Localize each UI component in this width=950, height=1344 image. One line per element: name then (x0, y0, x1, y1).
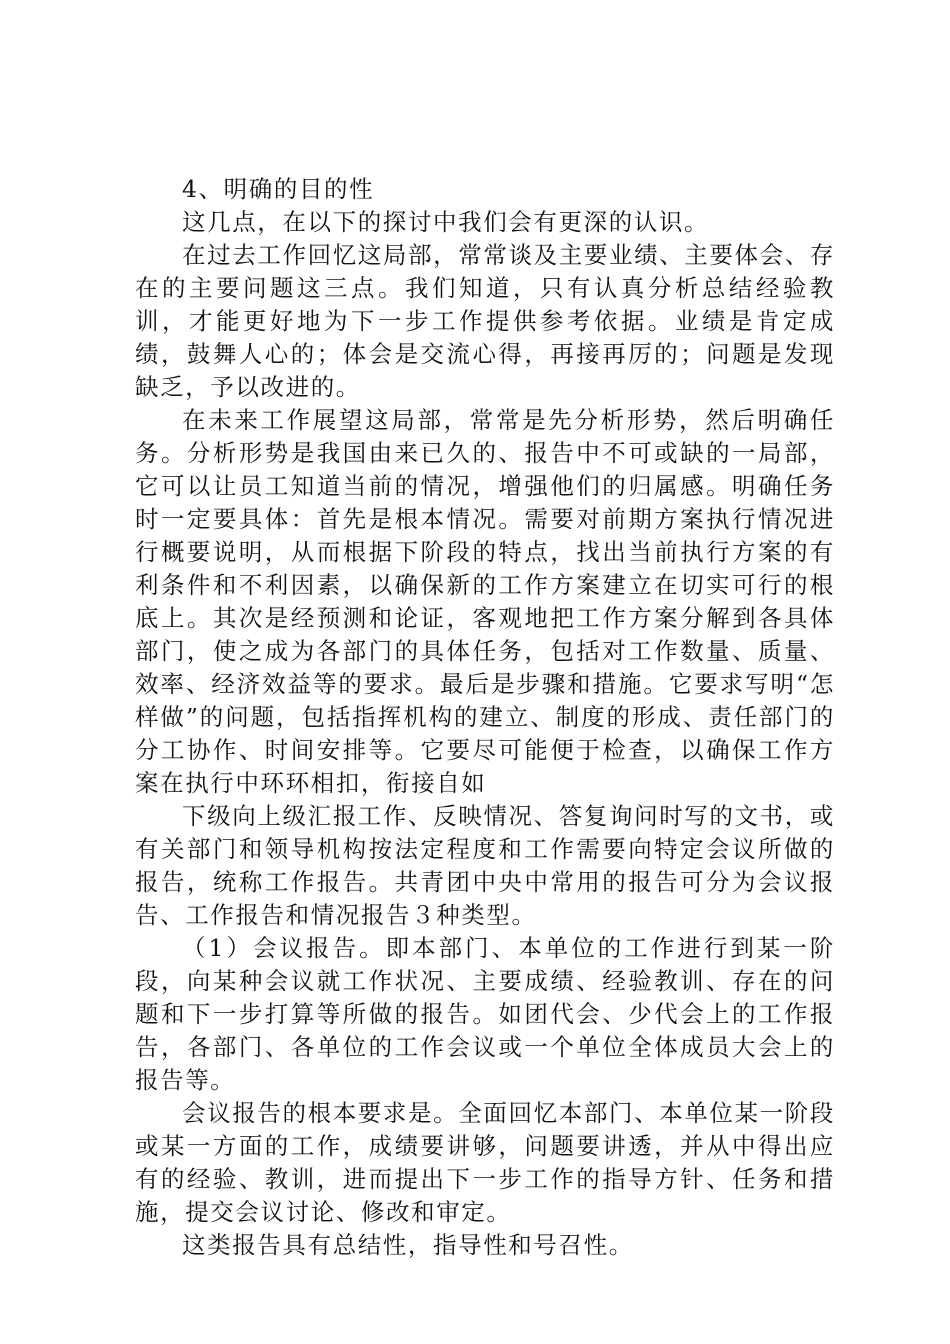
paragraph-past-review: 在过去工作回忆这局部，常常谈及主要业绩、主要体会、存在的主要问题这三点。我们知道，只有认真分析总结经验教训，才能更好地为下一步工作提供参考依据。业绩是肯定成绩，鼓舞人心的；体会是交流心得，再接再厉的；问题是发现缺乏，予以改进的。 (135, 241, 835, 401)
paragraph-meeting-report: （1）会议报告。即本部门、本单位的工作进行到某一阶段，向某种会议就工作状况、主要成绩、经验教训、存在的问题和下一步打算等所做的报告。如团代会、少代会上的工作报告，各部门、各单位的工作会议或一个单位全体成员大会上的报告等。 (135, 934, 835, 1094)
paragraph-report-definition: 下级向上级汇报工作、反映情况、答复询问时写的文书，或有关部门和领导机构按法定程度和工作需要向特定会议所做的报告，统称工作报告。共青团中央中常用的报告可分为会议报告、工作报告和情况报告３种类型。 (135, 802, 835, 929)
paragraph-purpose-heading: 4、明确的目的性 (182, 175, 375, 203)
paragraph-report-characteristics: 这类报告具有总结性，指导性和号召性。 (182, 1231, 634, 1259)
document-body (135, 173, 835, 1262)
paragraph-intro: 这几点，在以下的探讨中我们会有更深的认识。 (182, 208, 710, 236)
paragraph-future-outlook: 在未来工作展望这局部，常常是先分析形势，然后明确任务。分析形势是我国由来已久的、报告中不可或缺的一局部，它可以让员工知道当前的情况，增强他们的归属感。明确任务时一定要具体：首先是根本情况。需要对前期方案执行情况进行概要说明，从而根据下阶段的特点，找出当前执行方案的有利条件和不利因素，以确保新的工作方案建立在切实可行的根底上。其次是经预测和论证，客观地把工作方案分解到各具体部门，使之成为各部门的具体任务，包括对工作数量、质量、效率、经济效益等的要求。最后是步骤和措施。它要求写明“怎样做”的问题，包括指挥机构的建立、制度的形成、责任部门的分工协作、时间安排等。它要尽可能便于检查，以确保工作方案在执行中环环相扣，衔接自如 (135, 406, 835, 797)
paragraph-meeting-report-requirements: 会议报告的根本要求是。全面回忆本部门、本单位某一阶段或某一方面的工作，成绩要讲够，问题要讲透，并从中得出应有的经验、教训，进而提出下一步工作的指导方针、任务和措施，提交会议讨论、修改和审定。 (135, 1099, 835, 1226)
